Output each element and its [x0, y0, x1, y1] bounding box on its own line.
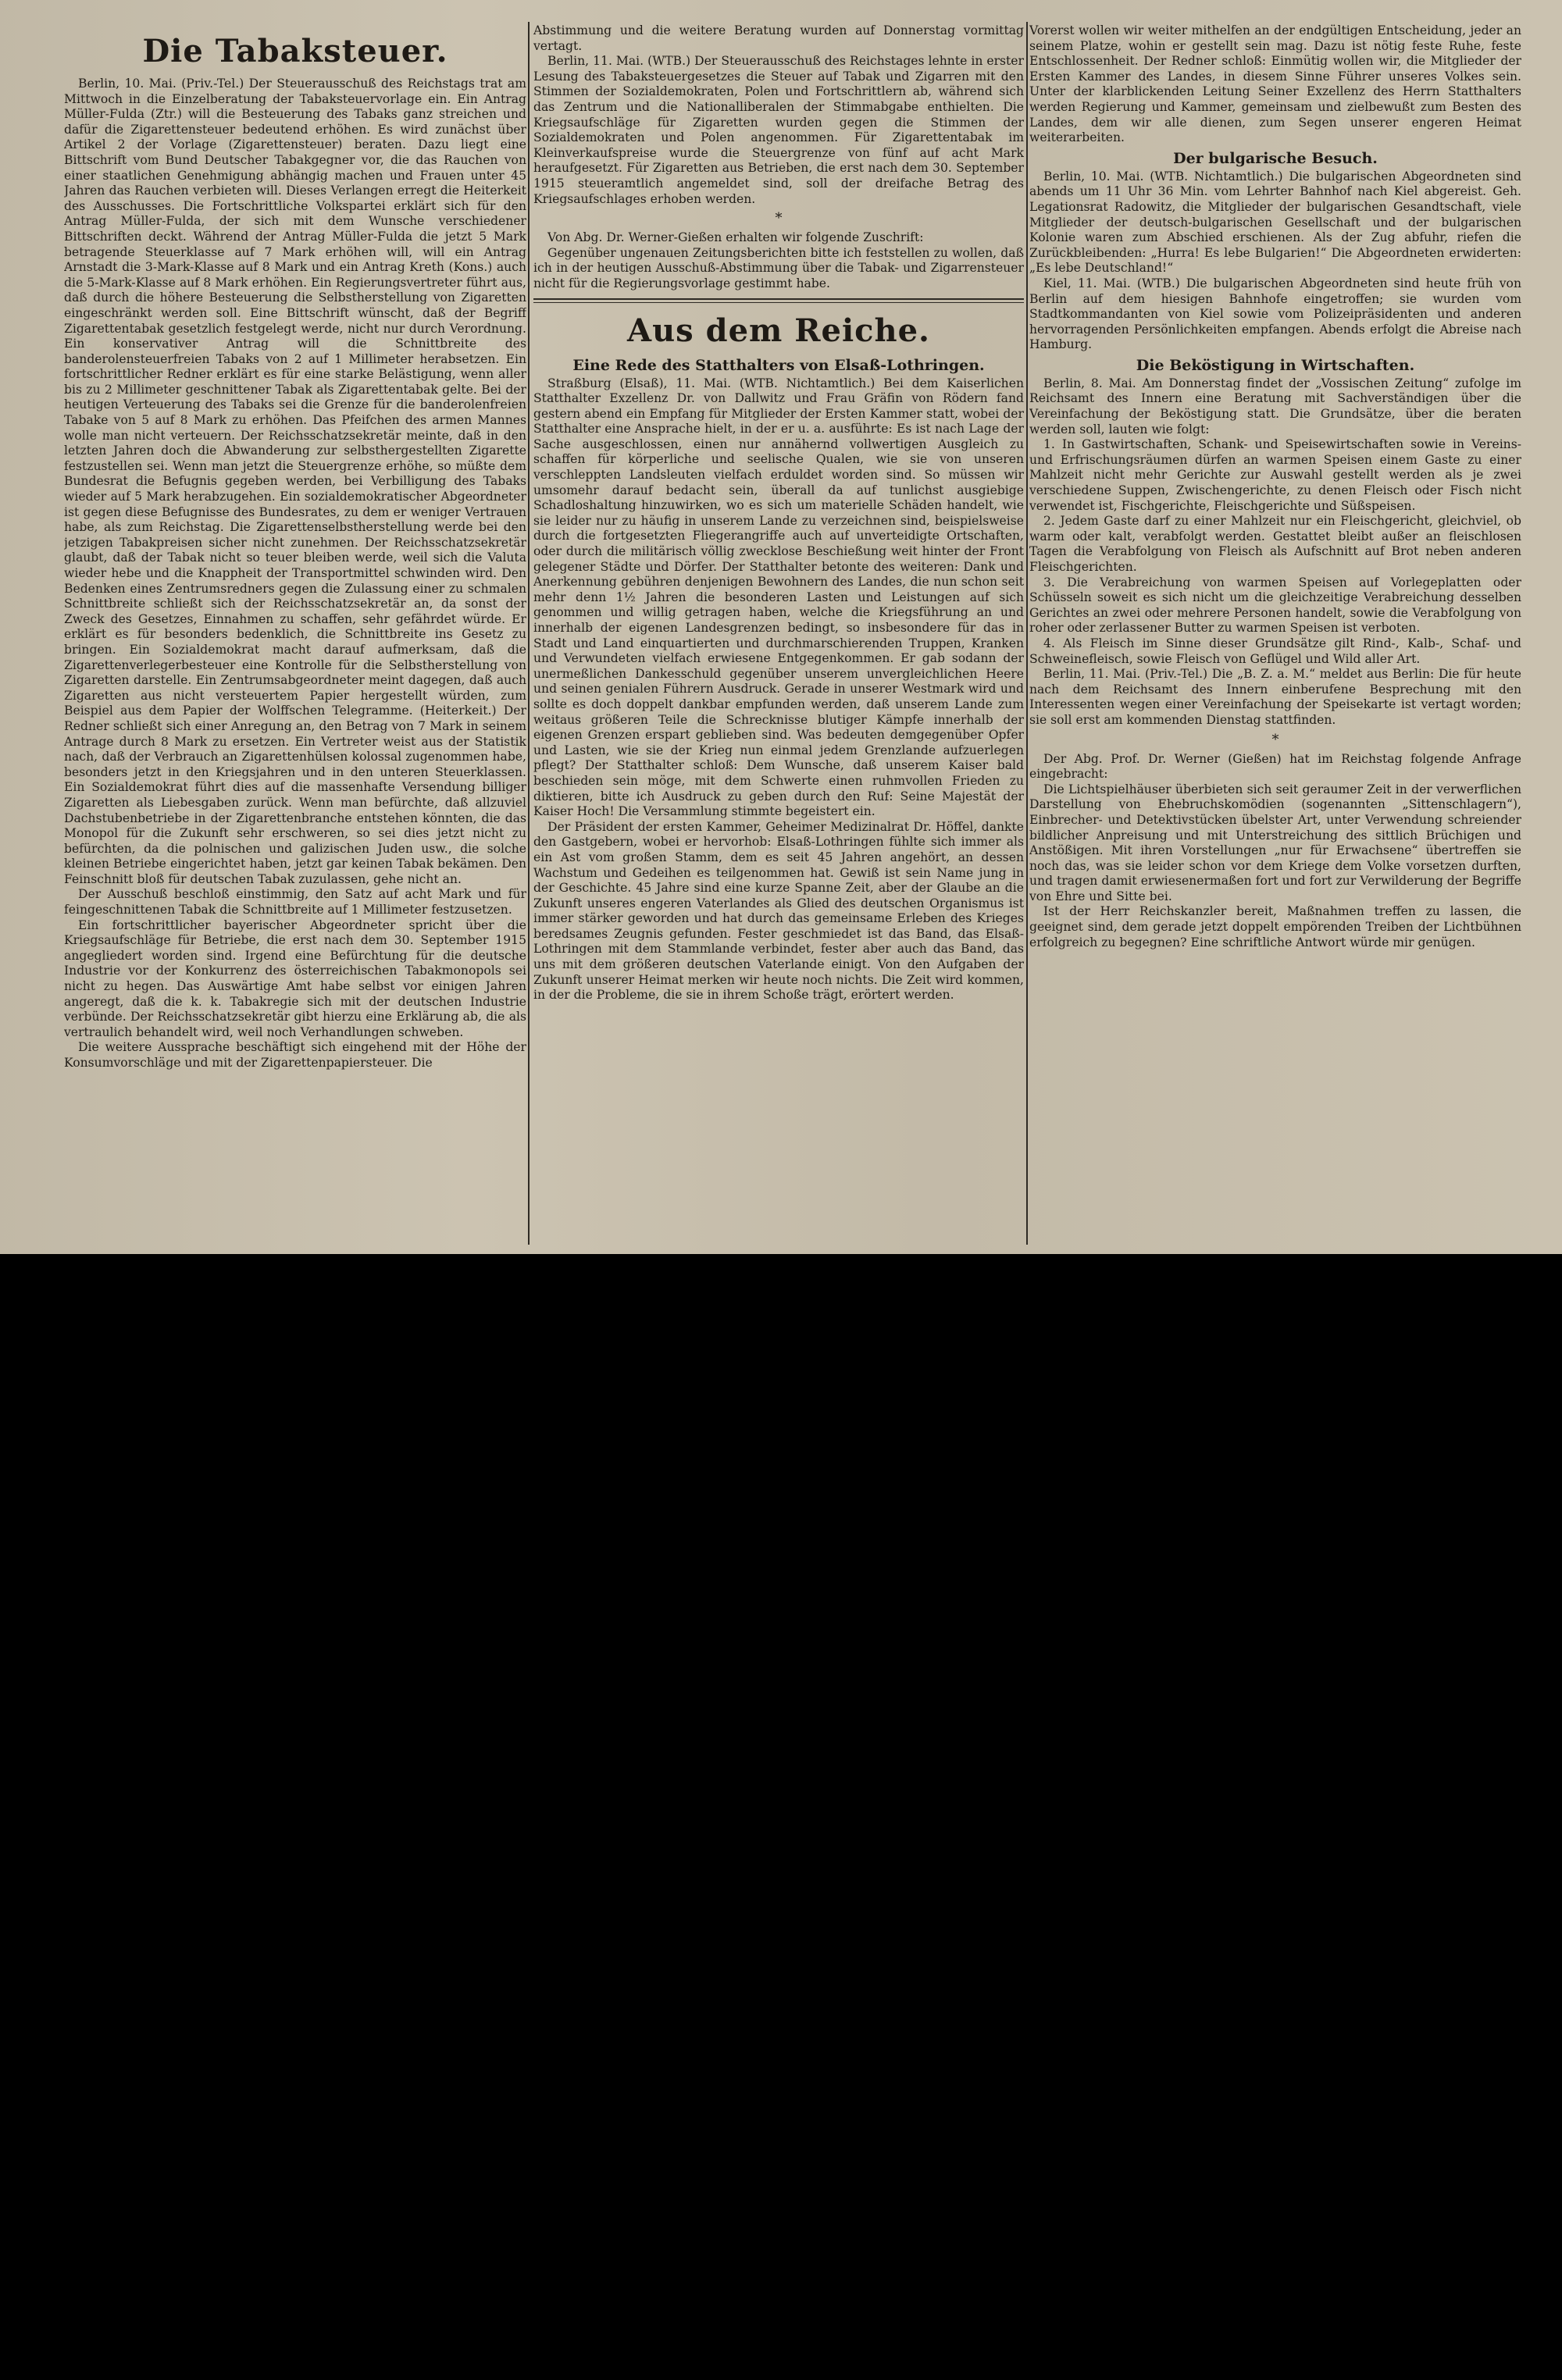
section-title-wirtschaft: Die Beköstigung in Wirtschaften.	[1136, 356, 1415, 374]
paragraph: Berlin, 11. Mai. (WTB.) Der Steuerausschuß des Reichstages lehnte in erster Lesung des Tabaksteuergesetzes die Steuer auf Tabak und Zigarren mit den Stimmen der Sozialdemokraten, Polen und Fortschrittlern ab, während sich das Zentrum und die Nationalliberalen der Stimmabgabe enthielten. Die Kriegsaufschläge für Zigaretten wurden gegen die Stimmen der Sozialdemokraten und Polen angenommen. Für Zigarettentabak im Kleinverkaufspreise wurde die Steuergrenze von fünf auf acht Mark heraufgesetzt. Für Zigaretten aus Betrieben, die erst nach dem 30. September 1915 steueramtlich angemeldet sind, soll der dreifache Betrag des Kriegsaufschlages erhoben werden.	[533, 54, 1024, 206]
paragraph: Ein fortschrittlicher bayerischer Abgeordneter spricht über die Kriegsaufschläge für Betriebe, die erst nach dem 30. September 1915 angegliedert worden sind. Irgend eine Befürchtung für die deutsche Industrie vor der Konkurrenz des österreichischen Tabakmonopols sei nicht zu hegen. Das Auswärtige Amt habe selbst vor einigen Jahren angeregt, daß die k. k. Tabakregie sich mit der deutschen Industrie verbünde. Der Reichsschatzsekretär gibt hierzu eine Erklärung ab, die als vertraulich behandelt wird, weil noch Verhandlungen schweben.	[64, 917, 526, 1039]
article-title-tabaksteuer: Die Tabaksteuer.	[142, 33, 448, 69]
paragraph: Die Lichtspielhäuser überbieten sich seit geraumer Zeit in der verwerflichen Darstellung von Ehebruchskomödien (sogenannten „Sittenschlagern“), Einbrecher- und Detektivstücken übelster Art, unter Verwendung schreiender bildlicher Anpreisung und mit Unterstreichung des sittlich Brüchigen und Anstößigen. Mit ihren Vorstellungen „nur für Erwachsene“ übertreffen sie noch das, was sie leider schon vor dem Kriege dem Volke vorsetzen durften, und tragen damit erwiesenermaßen fort und fort zur Verwilderung der Begriffe von Ehre und Sitte bei.	[1029, 782, 1521, 903]
paragraph: 3. Die Verabreichung von warmen Speisen auf Vorlegeplatten oder Schüsseln soweit es sich nicht um die gleichzeitige Verabreichung desselben Gerichtes an zwei oder mehrere Personen handelt, sowie die Verabfolgung von roher oder zerlassener Butter zu warmen Speisen ist verboten.	[1029, 575, 1521, 636]
paragraph: Berlin, 10. Mai. (Priv.-Tel.) Der Steuerausschuß des Reichstags trat am Mittwoch in die Einzelberatung der Tabaksteuervorlage ein. Ein Antrag Müller-Fulda (Ztr.) will die Besteuerung des Tabaks ganz streichen und dafür die Zigarettensteuer bedeutend erhöhen. Es wird zunächst über Artikel 2 der Vorlage (Zigarettensteuer) beraten. Dazu liegt eine Bittschrift vom Bund Deutscher Tabakgegner vor, die das Rauchen von einer staatlichen Genehmigung abhängig machen und Frauen unter 45 Jahren das Rauchen verbieten will. Dieses Verlangen erregt die Heiterkeit des Ausschusses. Die Fortschrittliche Volkspartei erklärt sich für den Antrag Müller-Fulda, der sich mit dem Wunsche verschiedener Bittschriften deckt. Während der Antrag Müller-Fulda die jetzt 5 Mark betragende Steuerklasse auf 7 Mark erhöhen will, will ein Antrag Arnstadt die 3-Mark-Klasse auf 8 Mark und ein Antrag Kreth (Kons.) auch die 5-Mark-Klasse auf 8 Mark erhöhen. Ein Regierungsvertreter führt aus, daß durch die höhere Besteuerung die Selbstherstellung von Zigaretten eingeschränkt werden soll. Eine Bittschrift wünscht, daß der Begriff Zigarettentabak gesetzlich festgelegt werde, nicht nur durch Verordnung. Ein konservativer Antrag will die Schnittbreite des banderolensteuerfreien Tabaks von 2 auf 1 Millimeter herabsetzen. Ein fortschrittlicher Redner erklärt es für eine starke Belästigung, wenn aller bis zu 2 Millimeter geschnittener Tabak als Zigarettentabak gelte. Bei der heutigen Verteuerung des Tabaks sei die Grenze für die banderolenfreien Tabake von 5 auf 8 Mark zu erhöhen. Das Pfeifchen des armen Mannes wolle man nicht verteuern. Der Reichsschatzsekretär meinte, daß in den letzten Jahren doch die Abwanderung zur selbsthergestellten Zigarette festzustellen sei. Wenn man jetzt die Steuergrenze erhöhe, so müßte dem Bundesrat die Befugnis gegeben werden, bei Verbilligung des Tabaks wieder auf 5 Mark herabzugehen. Ein sozialdemokratischer Abgeordneter ist gegen diese Befugnisse des Bundesrates, zu dem er weniger Vertrauen habe, als zum Reichstag. Die Zigarettenselbstherstellung werde bei den jetzigen Tabakpreisen sicher nicht zunehmen. Der Reichsschatzsekretär glaubt, daß der Tabak nicht so teuer bleiben werde, weil sich die Valuta wieder hebe und die Knappheit der Transportmittel schwinden wird. Den Bedenken eines Zentrumsredners gegen die Zulassung einer zu schmalen Schnittbreite schließt sich der Reichsschatzsekretär an, da sonst der Zweck des Gesetzes, Einnahmen zu schaffen, sehr gefährdet würde. Er erklärt es für besonders bedenklich, die Schnittbreite ins Gesetz zu bringen. Ein Sozialdemokrat macht darauf aufmerksam, daß die Zigarettenverlegerbesteuer eine Kontrolle für die Selbstherstellung von Zigaretten darstelle. Ein Zentrumsabgeordneter meint dagegen, daß auch Zigaretten aus nicht versteuertem Papier hergestellt würden, zum Beispiel aus dem Papier der Wolffschen Telegramme. (Heiterkeit.) Der Redner schließt sich einer Anregung an, den Betrag von 7 Mark in seinem Antrage durch 8 Mark zu ersetzen. Ein Vertreter weist aus der Statistik nach, daß der Verbrauch an Zigarettenhülsen kolossal zugenommen habe, besonders jetzt in den Kriegsjahren und in den unteren Steuerklassen. Ein Sozialdemokrat führt dies auf die massenhafte Versendung billiger Zigaretten als Liebesgaben zurück. Wenn man befürchte, daß allzuviel Dachstubenbetriebe in der Zigarettenbranche entstehen könnten, die das Monopol für die Zukunft sehr erschweren, so sei dies jetzt nicht zu befürchten, da die polnischen und galizischen Juden usw., die solche kleinen Betriebe eingerichtet haben, jetzt gar keinen Tabak bekämen. Den Feinschnitt bloß für deutschen Tabak zuzulassen, gehe nicht an.	[64, 77, 526, 886]
paragraph: Von Abg. Dr. Werner-Gießen erhalten wir folgende Zuschrift:	[547, 230, 924, 245]
paragraph: 2. Jedem Gaste darf zu einer Mahlzeit nur ein Fleischgericht, gleichviel, ob warm oder kalt, verabfolgt werden. Gestattet bleibt außer an fleischlosen Tagen die Verabfolgung von Fleisch als Aufschnitt auf Brot neben anderen Fleischgerichten.	[1029, 514, 1521, 574]
section-title-reich: Aus dem Reiche.	[627, 312, 930, 349]
section-title-bulgar: Der bulgarische Besuch.	[1173, 149, 1378, 167]
paragraph: 4. Als Fleisch im Sinne dieser Grundsätze gilt Rind-, Kalb-, Schaf- und Schweinefleisch, sowie Fleisch von Geflügel und Wild aller Art.	[1029, 636, 1521, 666]
column-1	[64, 23, 526, 1245]
paragraph: Kiel, 11. Mai. (WTB.) Die bulgarischen Abgeordneten sind heute früh von Berlin auf dem hiesigen Bahnhofe eingetroffen; sie wurden vom Stadtkommandanten von Kiel sowie vom Polizeipräsidenten und anderen hervorragenden Persönlichkeiten empfangen. Abends erfolgt die Abreise nach Hamburg.	[1029, 276, 1521, 352]
column-rule	[1026, 22, 1028, 1245]
paragraph: Die weitere Aussprache beschäftigt sich eingehend mit der Höhe der Konsumvorschläge und mit der Zigarettenpapiersteuer. Die	[64, 1040, 526, 1070]
article-subtitle: Eine Rede des Statthalters von Elsaß-Lothringen.	[572, 356, 985, 374]
separator-star: *	[775, 210, 783, 227]
paragraph: Ist der Herr Reichskanzler bereit, Maßnahmen treffen zu lassen, die geeignet sind, dem gerade jetzt doppelt empörenden Treiben der Lichtbühnen erfolgreich zu begegnen? Eine schriftliche Antwort würde mir genügen.	[1029, 904, 1521, 950]
paragraph: Vorerst wollen wir weiter mithelfen an der endgültigen Entscheidung, jeder an seinem Platze, wohin er gestellt sein mag. Dazu ist nötig feste Ruhe, feste Entschlossenheit. Der Redner schloß: Einmütig wollen wir, die Mitglieder der Ersten Kammer des Landes, in diesem Sinne Führer unseres Volkes sein. Unter der klarblickenden Leitung Seiner Exzellenz des Herrn Statthalters werden Regierung und Kammer, gemeinsam und zielbewußt zum Besten des Landes, dem wir alle dienen, zum Segen unserer engeren Heimat weiterarbeiten.	[1029, 23, 1521, 145]
paragraph: Der Abg. Prof. Dr. Werner (Gießen) hat im Reichstag folgende Anfrage eingebracht:	[1029, 751, 1521, 782]
separator-star: *	[1271, 731, 1279, 748]
section-divider	[533, 298, 1024, 303]
paragraph: Gegenüber ungenauen Zeitungsberichten bitte ich feststellen zu wollen, daß ich in der heutigen Ausschuß-Abstimmung über die Tabak- und Zigarrensteuer nicht für die Regierungsvorlage gestimmt habe.	[533, 245, 1024, 290]
paragraph: Abstimmung und die weitere Beratung wurden auf Donnerstag vormittag vertagt.	[533, 23, 1024, 53]
paragraph: Berlin, 8. Mai. Am Donnerstag findet der „Vossischen Zeitung“ zufolge im Reichsamt des Innern eine Beratung mit Sachverständigen über die Vereinfachung der Beköstigung statt. Die Grundsätze, über die beraten werden soll, lauten wie folgt:	[1029, 376, 1521, 436]
paragraph: 1. In Gastwirtschaften, Schank- und Speisewirtschaften sowie in Vereins- und Erfrischungsräumen dürfen an warmen Speisen einem Gaste zu einer Mahlzeit nicht mehr Gerichte zur Auswahl gestellt werden als je zwei verschiedene Suppen, Zwischengerichte, zu denen Fleisch oder Fisch nicht verwendet ist, Fischgerichte, Fleischgerichte und Süßspeisen.	[1029, 437, 1521, 513]
paragraph: Der Präsident der ersten Kammer, Geheimer Medizinalrat Dr. Höffel, dankte den Gastgebern, wobei er hervorhob: Elsaß-Lothringen fühlte sich immer als ein Ast vom großen Stamm, dem es seit 45 Jahren angehört, an dessen Wachstum und Gedeihen es teilgenommen hat. Gewiß ist sein Name jung in der Geschichte. 45 Jahre sind eine kurze Spanne Zeit, aber der Glaube an die Zukunft unseres engeren Vaterlandes als Glied des deutschen Organismus ist immer stärker geworden und hat durch das gemeinsame Erleben des Krieges beredsames Zeugnis gefunden. Fester geschmiedet ist das Band, das Elsaß-Lothringen mit dem Stammlande verbindet, fester aber auch das Band, das uns mit dem größeren deutschen Vaterlande einigt. Von den Aufgaben der Zukunft unserer Heimat merken wir heute noch nichts. Die Zeit wird kommen, in der die Probleme, die sie in ihrem Schoße trägt, erörtert werden.	[533, 819, 1024, 1003]
paragraph: Straßburg (Elsaß), 11. Mai. (WTB. Nichtamtlich.) Bei dem Kaiserlichen Statthalter Exzellenz Dr. von Dallwitz und Frau Gräfin von Rödern fand gestern abend ein Empfang für Mitglieder der Ersten Kammer statt, wobei der Statthalter eine Ansprache hielt, in der er u. a. ausführte: Es ist nach Lage der Sache ausgeschlossen, einen nur annähernd vollwertigen Ausgleich zu schaffen für körperliche und seelische Qualen, wie sie von unseren verschleppten Landsleuten vielfach erduldet worden sind. So müssen wir umsomehr darauf bedacht sein, überall da auf tunlichst ausgiebige Schadloshaltung hinzuwirken, wo es sich um materielle Schäden handelt, wie sie leider nur zu häufig in unserem Lande zu verzeichnen sind, beispielsweise durch die fortgesetzten Fliegerangriffe auch auf unverteidigte Ortschaften, oder durch die militärisch völlig zwecklose Beschießung weit hinter der Front gelegener Städte und Dörfer. Der Statthalter betonte des weiteren: Dank und Anerkennung gebühren denjenigen Bewohnern des Landes, die nun schon seit mehr denn 1½ Jahren die besonderen Lasten und Leistungen auf sich genommen und willig getragen haben, welche die Kriegsführung an und innerhalb der eigenen Landesgrenzen bedingt, so insbesondere für das in Stadt und Land einquartierten und durchmarschierenden Truppen, Kranken und Verwundeten vielfach erwiesene Entgegenkommen. Er gab sodann der unermeßlichen Dankesschuld gegenüber unserem unvergleichlichen Heere und seinen genialen Führern Ausdruck. Gerade in unserer Westmark wird und sollte es doch doppelt dankbar empfunden werden, daß unserem Lande zum weitaus größeren Teile die Schrecknisse blutiger Kämpfe innerhalb der eigenen Grenzen erspart geblieben sind. Was bedeuten demgegenüber Opfer und Lasten, wie sie der Krieg nun einmal jedem Grenzlande aufzuerlegen pflegt? Der Statthalter schloß: Dem Wunsche, daß unserem Kaiser bald beschieden sein möge, mit dem Schwerte einen ruhmvollen Frieden zu diktieren, bitte ich Ausdruck zu geben durch den Ruf: Seine Majestät der Kaiser Hoch! Die Versammlung stimmte begeistert ein.	[533, 376, 1024, 819]
column-rule	[528, 22, 530, 1245]
paragraph: Berlin, 10. Mai. (WTB. Nichtamtlich.) Die bulgarischen Abgeordneten sind abends um 11 Uhr 36 Min. vom Lehrter Bahnhof nach Kiel abgereist. Geh. Legationsrat Radowitz, die Mitglieder der bulgarischen Gesandtschaft, viele Mitglieder der deutsch-bulgarischen Gesellschaft und der bulgarischen Kolonie waren zum Abschied erschienen. Als der Zug abfuhr, riefen die Zurückbleibenden: „Hurra! Es lebe Bulgarien!“ Die Abgeordneten erwiderten: „Es lebe Deutschland!“	[1029, 169, 1521, 276]
paragraph: Der Ausschuß beschloß einstimmig, den Satz auf acht Mark und für feingeschnittenen Tabak die Schnittbreite auf 1 Millimeter festzusetzen.	[64, 887, 526, 917]
column-3	[1029, 23, 1521, 1245]
paragraph: Berlin, 11. Mai. (Priv.-Tel.) Die „B. Z. a. M.“ meldet aus Berlin: Die für heute nach dem Reichsamt des Innern einberufene Besprechung mit den Interessenten wegen einer Vereinfachung der Speisekarte ist vertagt worden; sie soll erst am kommenden Dienstag stattfinden.	[1029, 667, 1521, 727]
column-2	[533, 23, 1024, 1245]
